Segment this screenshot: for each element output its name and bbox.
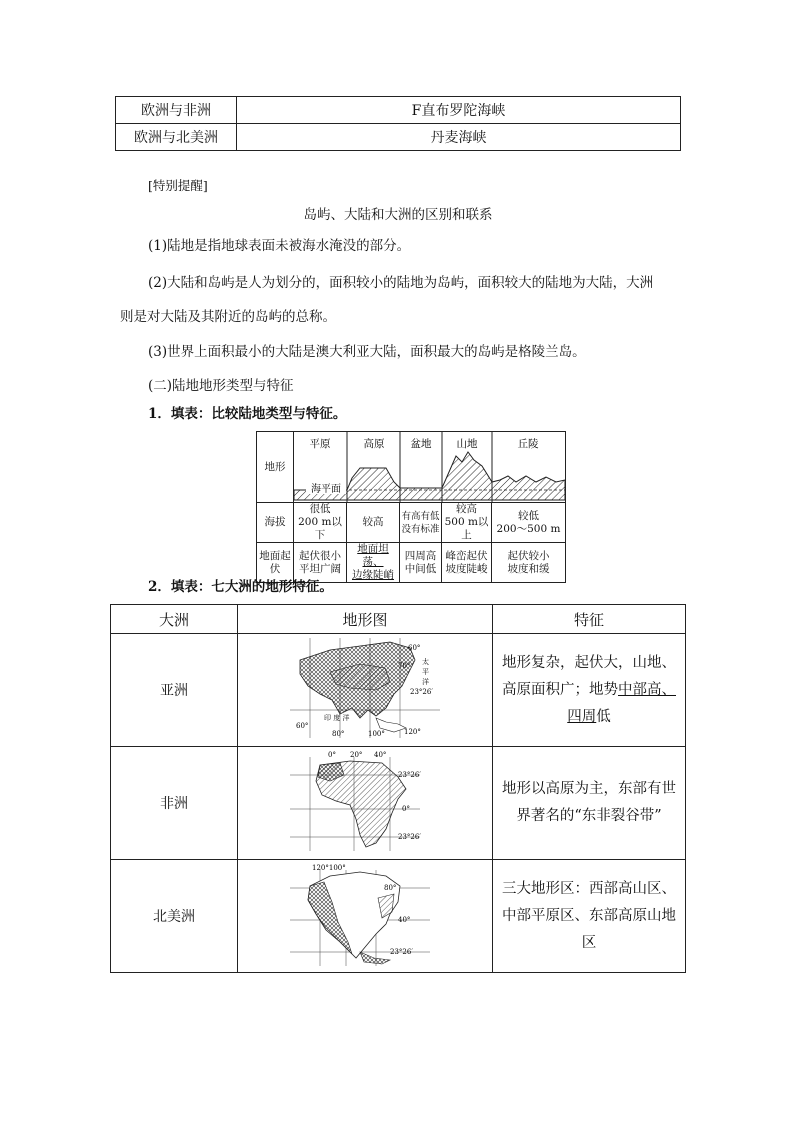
map-label: 20° <box>350 751 363 759</box>
col-plain: 平原 <box>309 438 331 450</box>
map-label: 印 度 洋 <box>324 714 350 722</box>
column-header: 大洲 <box>111 605 238 634</box>
sea-level-label: 海平面 <box>311 484 341 495</box>
map-label: 120°100° <box>312 864 346 872</box>
landform-profile <box>294 432 566 503</box>
map-cell <box>238 747 493 860</box>
relief-cell: 地面坦荡、 边缘陡峭 <box>347 543 400 583</box>
feature-cell: 地形以高原为主，东部有世界著名的“东非裂谷带” <box>493 747 686 860</box>
relief-cell: 峰峦起伏 坡度陡峻 <box>442 543 492 583</box>
table-row <box>111 634 686 747</box>
landform-profile-diagram <box>294 432 565 502</box>
landform-table <box>256 431 566 583</box>
continent-table <box>110 604 686 973</box>
table-row <box>257 432 566 503</box>
map-label: 23°26′ <box>398 833 421 841</box>
relief-cell: 起伏较小 坡度和缓 <box>492 543 566 583</box>
column-header: 地形图 <box>238 605 493 634</box>
table-header-row <box>111 605 686 634</box>
relief-cell: 起伏很小 平坦广阔 <box>294 543 347 583</box>
altitude-cell: 较高 500 m以上 <box>442 503 492 543</box>
row-label: 海拔 <box>257 503 294 543</box>
map-label: 23°26′ <box>398 771 421 779</box>
row-label: 地形 <box>257 432 294 503</box>
table-cell: 欧洲与非洲 <box>116 97 237 124</box>
col-basin: 盆地 <box>410 438 432 450</box>
col-plateau: 高原 <box>363 438 385 450</box>
table-row <box>116 124 681 151</box>
map-cell <box>238 860 493 973</box>
africa-map <box>290 751 440 851</box>
map-label: 60° <box>296 722 309 730</box>
section-heading: (二)陆地地形类型与特征 <box>148 378 294 394</box>
feature-cell: 三大地形区：西部高山区、中部平原区、东部高原山地区 <box>493 860 686 973</box>
map-label: 60° <box>408 644 421 652</box>
altitude-cell: 较高 <box>347 503 400 543</box>
asia-map <box>290 638 440 738</box>
map-label: 40° <box>398 916 411 924</box>
table-row <box>111 860 686 973</box>
table-cell: 欧洲与北美洲 <box>116 124 237 151</box>
feature-cell: 地形复杂，起伏大，山地、高原面积广；地势中部高、四周低 <box>493 634 686 747</box>
map-label: 太 <box>422 658 429 666</box>
tip-paragraph: 则是对大陆及其附近的岛屿的总称。 <box>120 309 336 325</box>
table-row <box>111 747 686 860</box>
altitude-cell: 有高有低 没有标准 <box>400 503 442 543</box>
map-label: 23°26′ <box>390 948 413 956</box>
table-row <box>257 503 566 543</box>
map-label: 120° <box>404 728 421 736</box>
altitude-cell: 较低 200～500 m <box>492 503 566 543</box>
strait-table <box>115 96 681 151</box>
row-label: 地面起伏 <box>257 543 294 583</box>
map-label: 80° <box>332 730 345 738</box>
map-label: 40° <box>374 751 387 759</box>
map-label: 80° <box>384 884 397 892</box>
map-cell <box>238 634 493 747</box>
map-label: 0° <box>402 805 410 813</box>
tip-label: [特别提醒] <box>148 178 208 193</box>
map-label: 70° <box>398 662 411 670</box>
tip-title: 岛屿、大陆和大洲的区别和联系 <box>303 207 493 223</box>
tip-paragraph: (3)世界上面积最小的大陆是澳大利亚大陆，面积最大的岛屿是格陵兰岛。 <box>148 344 586 360</box>
table-cell: F直布罗陀海峡 <box>237 97 681 124</box>
continent-name: 非洲 <box>111 747 238 860</box>
continent-name: 亚洲 <box>111 634 238 747</box>
table-row <box>116 97 681 124</box>
map-label: 0° <box>328 751 336 759</box>
map-label: 洋 <box>422 678 429 686</box>
question-2: 2．填表：七大洲的地形特征。 <box>148 579 333 595</box>
relief-cell: 四周高 中间低 <box>400 543 442 583</box>
tip-paragraph: (1)陆地是指地球表面未被海水淹没的部分。 <box>148 238 411 254</box>
map-label: 100° <box>368 730 385 738</box>
tip-paragraph: (2)大陆和岛屿是人为划分的，面积较小的陆地为岛屿，面积较大的陆地为大陆，大洲 <box>148 275 654 291</box>
question-1: 1．填表：比较陆地类型与特征。 <box>148 406 347 422</box>
altitude-cell: 很低 200 m以下 <box>294 503 347 543</box>
table-cell: 丹麦海峡 <box>237 124 681 151</box>
map-label: 平 <box>422 668 429 676</box>
north-america-map <box>290 862 440 966</box>
col-hill: 丘陵 <box>517 438 539 450</box>
col-mountain: 山地 <box>456 438 478 450</box>
map-label: 23°26′ <box>410 688 433 696</box>
continent-name: 北美洲 <box>111 860 238 973</box>
column-header: 特征 <box>493 605 686 634</box>
